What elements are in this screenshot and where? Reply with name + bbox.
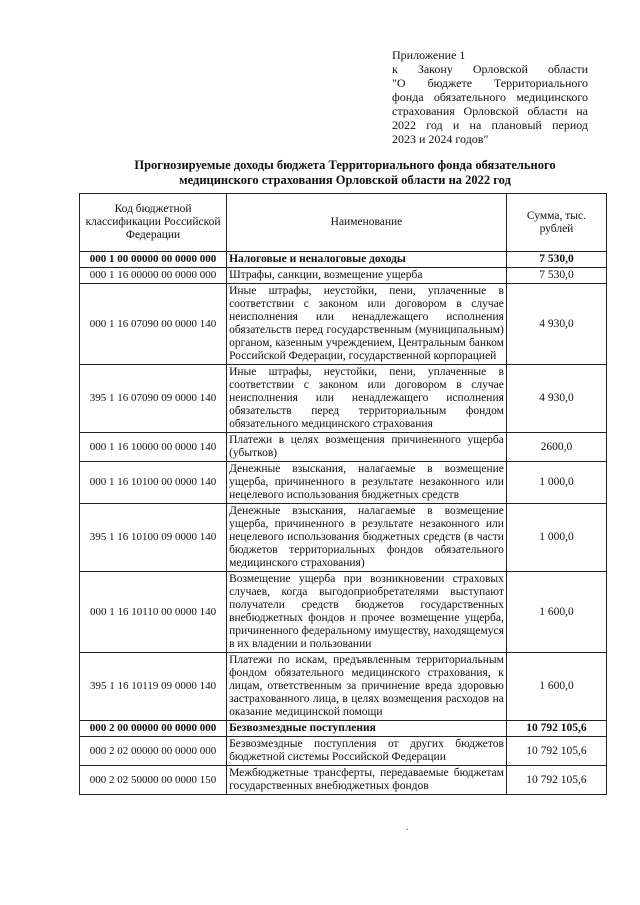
- row-sum: 1 600,0: [506, 572, 606, 653]
- row-sum: 1 000,0: [506, 462, 606, 504]
- header-code: Код бюджетной классификации Российской Федерации: [80, 194, 227, 252]
- appendix-block: [392, 48, 588, 146]
- row-name: Возмещение ущерба при возникновении страховых случаев, когда выгодоприобретателями выступают получатели средств бюджетов государственных внебюджетных фондов и прочее возмещение ущерба, причиненного федеральному имуществу, находящемуся в их владении и пользовании: [227, 572, 507, 653]
- row-sum: 10 792 105,6: [506, 766, 606, 795]
- appendix-line: страхования Орловской области на: [392, 104, 588, 118]
- revenue-table: [79, 193, 607, 795]
- appendix-line: Приложение 1: [392, 48, 466, 62]
- row-code: 000 1 16 10100 00 0000 140: [80, 462, 227, 504]
- row-name: Безвозмездные поступления от других бюджетов бюджетной системы Российской Федерации: [227, 737, 507, 766]
- appendix-line: 2022 год и на плановый период: [392, 118, 588, 132]
- row-code: 000 1 16 10000 00 0000 140: [80, 433, 227, 462]
- page-mark: .: [406, 822, 409, 833]
- title-line: Прогнозируемые доходы бюджета Территориального фонда обязательного: [134, 158, 556, 172]
- table-row: [80, 721, 607, 737]
- table-row: [80, 365, 607, 433]
- row-sum: 10 792 105,6: [506, 721, 606, 737]
- table-row: [80, 572, 607, 653]
- table-row: [80, 737, 607, 766]
- table-row: [80, 268, 607, 284]
- appendix-line: "О бюджете Территориального: [392, 76, 588, 90]
- row-name: Штрафы, санкции, возмещение ущерба: [227, 268, 507, 284]
- header-name: Наименование: [227, 194, 507, 252]
- header-sum: Сумма, тыс. рублей: [506, 194, 606, 252]
- row-name: Иные штрафы, неустойки, пени, уплаченные в соответствии с законом или договором в случае неисполнения или ненадлежащего исполнения обязательств перед территориальным фондом обязательного медицинского страхования: [227, 365, 507, 433]
- table-row: [80, 462, 607, 504]
- row-code: 000 1 16 07090 00 0000 140: [80, 284, 227, 365]
- row-sum: 1 600,0: [506, 653, 606, 721]
- row-code: 395 1 16 07090 09 0000 140: [80, 365, 227, 433]
- row-name: Платежи по искам, предъявленным территориальным фондом обязательного медицинского страхования, к лицам, ответственным за причинение вреда здоровью застрахованного лица, в целях возмещения расходов на оказание медицинской помощи: [227, 653, 507, 721]
- row-code: 000 2 00 00000 00 0000 000: [80, 721, 227, 737]
- row-name: Платежи в целях возмещения причиненного ущерба (убытков): [227, 433, 507, 462]
- row-name: Иные штрафы, неустойки, пени, уплаченные в соответствии с законом или договором в случае неисполнения или ненадлежащего исполнения обязательств перед государственным (муниципальным) органом, казенным учреждением, Центральным банком Российской Федерации, государственной корпорацией: [227, 284, 507, 365]
- row-code: 000 1 00 00000 00 0000 000: [80, 252, 227, 268]
- appendix-line: фонда обязательного медицинского: [392, 90, 588, 104]
- row-sum: 1 000,0: [506, 504, 606, 572]
- table-row: [80, 653, 607, 721]
- row-code: 395 1 16 10119 09 0000 140: [80, 653, 227, 721]
- table-row: [80, 504, 607, 572]
- row-name: Денежные взыскания, налагаемые в возмещение ущерба, причиненного в результате незаконного или нецелевого использования бюджетных средств: [227, 462, 507, 504]
- row-name: Налоговые и неналоговые доходы: [227, 252, 507, 268]
- row-sum: 2600,0: [506, 433, 606, 462]
- row-sum: 4 930,0: [506, 284, 606, 365]
- table-row: [80, 433, 607, 462]
- row-sum: 7 530,0: [506, 268, 606, 284]
- row-code: 000 1 16 10110 00 0000 140: [80, 572, 227, 653]
- row-code: 000 2 02 50000 00 0000 150: [80, 766, 227, 795]
- row-name: Межбюджетные трансферты, передаваемые бюджетам государственных внебюджетных фондов: [227, 766, 507, 795]
- row-sum: 7 530,0: [506, 252, 606, 268]
- table-header-row: [80, 194, 607, 252]
- table-body: [80, 252, 607, 795]
- table-row: [80, 284, 607, 365]
- table-row: [80, 252, 607, 268]
- document-title: [80, 158, 610, 188]
- row-code: 000 1 16 00000 00 0000 000: [80, 268, 227, 284]
- appendix-line: к Закону Орловской области: [392, 62, 588, 76]
- table-row: [80, 766, 607, 795]
- row-code: 000 2 02 00000 00 0000 000: [80, 737, 227, 766]
- row-sum: 4 930,0: [506, 365, 606, 433]
- row-sum: 10 792 105,6: [506, 737, 606, 766]
- title-line: медицинского страхования Орловской области на 2022 год: [179, 173, 511, 187]
- row-name: Денежные взыскания, налагаемые в возмещение ущерба, причиненного в результате незаконного или нецелевого использования бюджетных средств (в части бюджетов территориальных фондов обязательного медицинского страхования): [227, 504, 507, 572]
- row-code: 395 1 16 10100 09 0000 140: [80, 504, 227, 572]
- appendix-line: 2023 и 2024 годов": [392, 132, 489, 146]
- row-name: Безвозмездные поступления: [227, 721, 507, 737]
